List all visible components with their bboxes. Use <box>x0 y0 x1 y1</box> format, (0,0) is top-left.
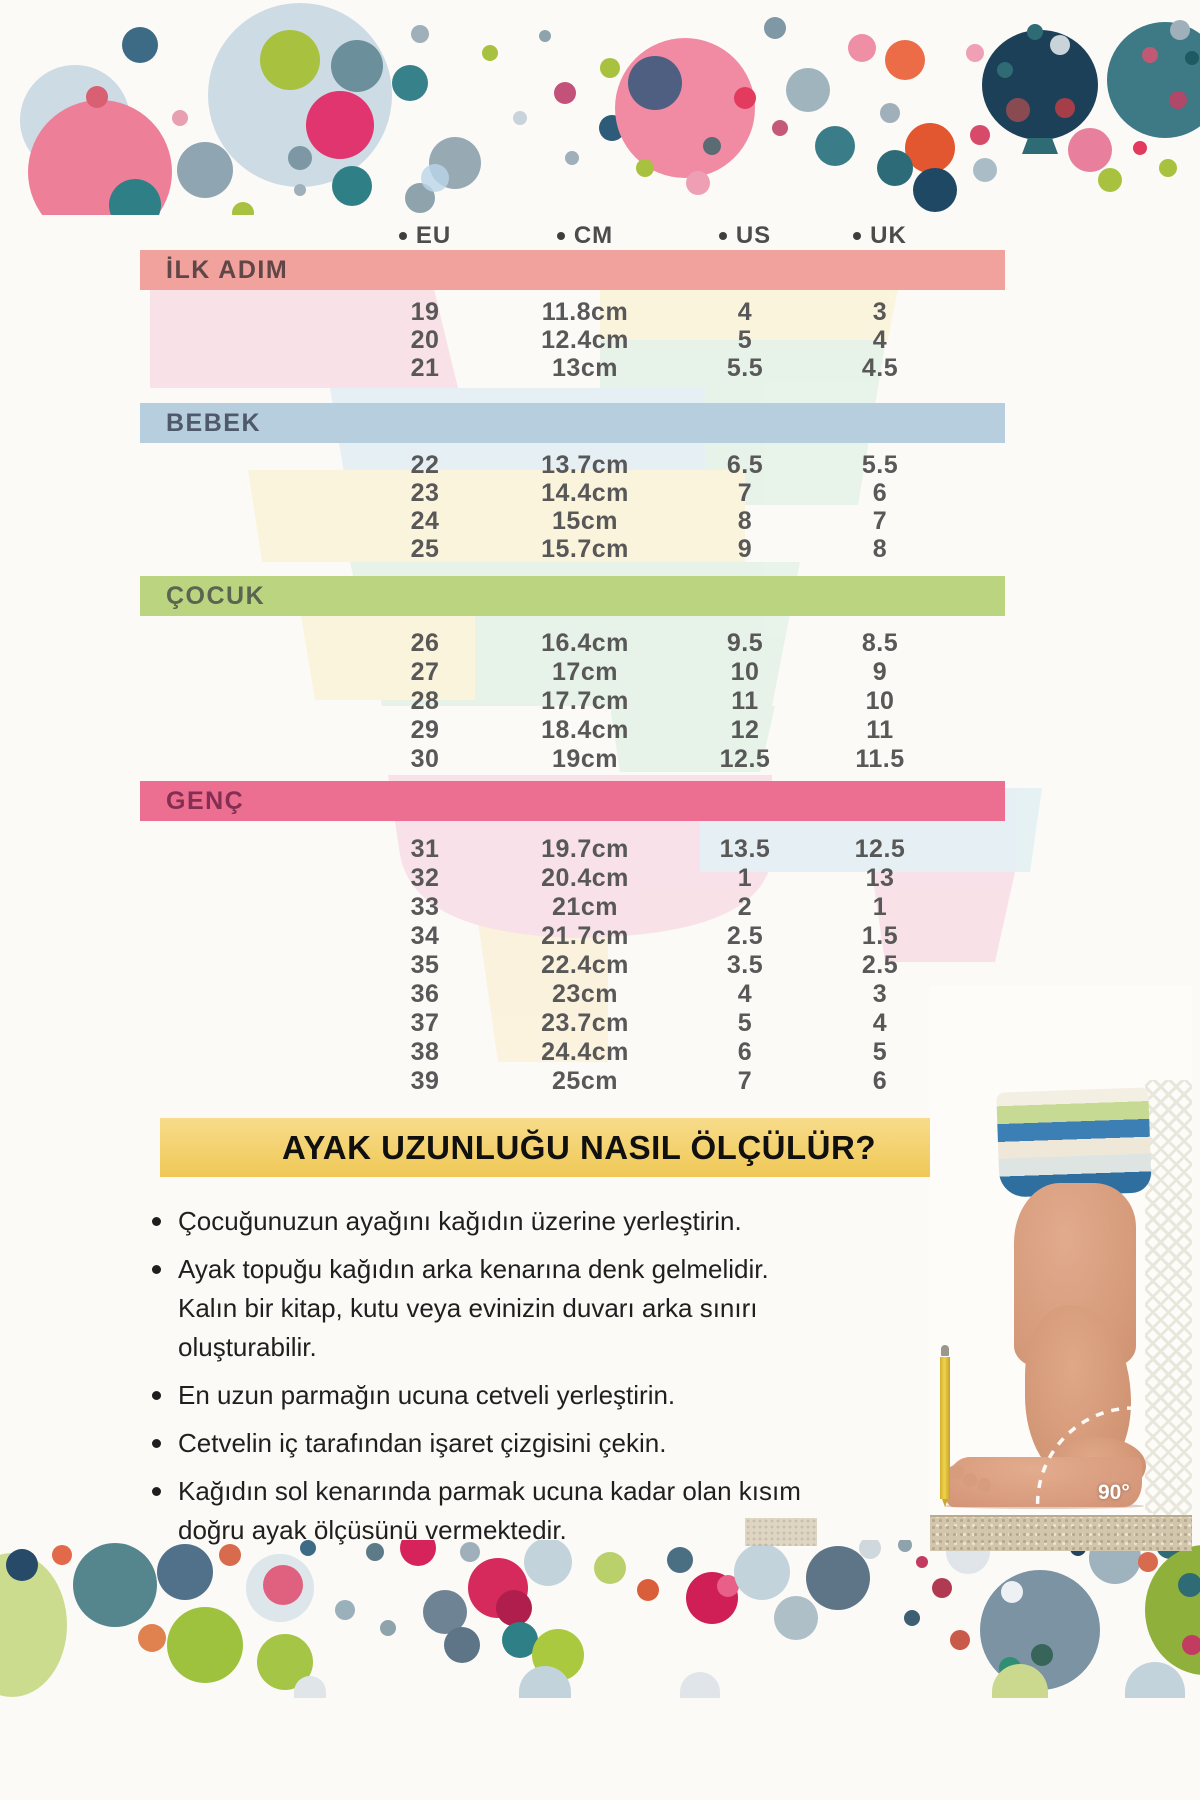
section-label: ÇOCUK <box>166 581 266 610</box>
section-rows <box>140 821 1005 1096</box>
size-cell: 27 <box>410 658 440 686</box>
size-cell: 38 <box>410 1038 440 1066</box>
size-row <box>140 507 1005 535</box>
size-row <box>140 716 1005 745</box>
size-cell: 2.5 <box>726 922 764 950</box>
size-cell: 23cm <box>552 980 618 1008</box>
size-cell: 4.5 <box>861 354 899 382</box>
size-cell: 22 <box>410 451 440 479</box>
size-cell: 3.5 <box>726 951 764 979</box>
size-cell: 17cm <box>552 658 618 686</box>
size-cell: 29 <box>410 716 440 744</box>
size-cell: 15.7cm <box>541 535 629 563</box>
size-cell: 21cm <box>552 893 618 921</box>
size-cell: 11.5 <box>855 745 905 773</box>
size-cell: 5.5 <box>726 354 764 382</box>
instruction-item <box>152 1472 812 1550</box>
size-cell: 10 <box>730 658 760 686</box>
measure-title: AYAK UZUNLUĞU NASIL ÖLÇÜLÜR? <box>282 1128 876 1166</box>
size-cell: 34 <box>410 922 440 950</box>
size-cell: 3 <box>872 980 888 1008</box>
size-cell: 9 <box>737 535 753 563</box>
angle-label: 90° <box>1098 1481 1130 1504</box>
size-cell: 23.7cm <box>541 1009 629 1037</box>
size-cell: 20.4cm <box>541 864 629 892</box>
size-row <box>140 951 1005 980</box>
section-bar <box>140 250 1005 290</box>
size-cell: 30 <box>410 745 440 773</box>
size-cell: 5 <box>737 326 753 354</box>
size-cell: 20 <box>410 326 440 354</box>
instruction-text: Kağıdın sol kenarında parmak ucuna kadar olan kısım doğru ayak ölçüsünü vermektedir. <box>178 1476 801 1545</box>
size-cell: 13.7cm <box>541 451 629 479</box>
size-cell: 26 <box>410 629 440 657</box>
section-rows <box>140 290 1005 403</box>
bullet-dot-icon <box>399 232 407 240</box>
size-cell: 19 <box>410 298 440 326</box>
column-header-cm: CM <box>500 222 670 250</box>
section-rows <box>140 443 1005 576</box>
size-cell: 1 <box>737 864 753 892</box>
size-row <box>140 629 1005 658</box>
bullet-dot-icon <box>152 1217 161 1226</box>
size-cell: 11 <box>866 716 894 744</box>
size-cell: 31 <box>410 835 440 863</box>
size-cell: 5 <box>872 1038 888 1066</box>
size-row <box>140 1067 1005 1096</box>
top-polka-dot-border <box>0 0 1200 215</box>
size-row <box>140 745 1005 774</box>
size-cell: 35 <box>410 951 440 979</box>
size-cell: 28 <box>410 687 440 715</box>
size-cell: 36 <box>410 980 440 1008</box>
size-cell: 39 <box>410 1067 440 1095</box>
size-cell: 6 <box>872 479 888 507</box>
size-cell: 12.5 <box>719 745 771 773</box>
measure-title-banner <box>160 1118 998 1177</box>
size-cell: 13.5 <box>719 835 771 863</box>
size-row <box>140 451 1005 479</box>
size-cell: 33 <box>410 893 440 921</box>
size-cell: 4 <box>737 298 753 326</box>
size-cell: 1.5 <box>861 922 899 950</box>
size-cell: 37 <box>410 1009 440 1037</box>
size-row <box>140 835 1005 864</box>
bullet-dot-icon <box>152 1487 161 1496</box>
size-cell: 16.4cm <box>541 629 629 657</box>
size-cell: 4 <box>872 326 888 354</box>
size-cell: 14.4cm <box>541 479 629 507</box>
size-cell: 10 <box>865 687 895 715</box>
size-row <box>140 980 1005 1009</box>
size-cell: 2.5 <box>861 951 899 979</box>
instruction-text: Ayak topuğu kağıdın arka kenarına denk gelmelidir. Kalın bir kitap, kutu veya evinizin duvarı arka sınırı oluşturabilir. <box>178 1254 769 1362</box>
size-row <box>140 1038 1005 1067</box>
size-cell: 17.7cm <box>541 687 629 715</box>
bullet-dot-icon <box>557 232 565 240</box>
bottom-polka-dot-border <box>0 1540 1200 1705</box>
size-cell: 9.5 <box>726 629 764 657</box>
size-row <box>140 893 1005 922</box>
column-headers <box>140 222 1005 250</box>
instructions-list <box>152 1202 812 1559</box>
section-label: İLK ADIM <box>166 255 289 284</box>
size-cell: 6 <box>737 1038 753 1066</box>
instruction-item <box>152 1376 812 1415</box>
size-chart <box>140 222 1005 1096</box>
size-cell: 23 <box>410 479 440 507</box>
size-cell: 8 <box>872 535 888 563</box>
size-row <box>140 922 1005 951</box>
instruction-item <box>152 1202 812 1241</box>
size-cell: 21 <box>410 354 440 382</box>
size-cell: 21.7cm <box>541 922 629 950</box>
size-cell: 24.4cm <box>541 1038 629 1066</box>
size-row <box>140 326 1005 354</box>
size-cell: 7 <box>737 479 753 507</box>
size-cell: 2 <box>737 893 753 921</box>
size-cell: 25cm <box>552 1067 618 1095</box>
bullet-dot-icon <box>152 1391 161 1400</box>
size-cell: 5 <box>737 1009 753 1037</box>
size-cell: 13cm <box>552 354 618 382</box>
size-cell: 12.5 <box>854 835 906 863</box>
instruction-text: Çocuğunuzun ayağını kağıdın üzerine yerleştirin. <box>178 1206 742 1236</box>
size-row <box>140 658 1005 687</box>
section-bar <box>140 781 1005 821</box>
size-row <box>140 298 1005 326</box>
bullet-dot-icon <box>152 1265 161 1274</box>
size-cell: 6 <box>872 1067 888 1095</box>
instruction-item <box>152 1424 812 1463</box>
carpet <box>930 1515 1192 1551</box>
size-cell: 24 <box>410 507 440 535</box>
section-bar <box>140 403 1005 443</box>
size-cell: 32 <box>410 864 440 892</box>
size-sections <box>140 250 1005 1096</box>
size-cell: 9 <box>872 658 888 686</box>
section-bar <box>140 576 1005 616</box>
bullet-dot-icon <box>853 232 861 240</box>
texture-patch <box>745 1518 817 1546</box>
size-cell: 12.4cm <box>541 326 629 354</box>
size-cell: 19.7cm <box>541 835 629 863</box>
size-cell: 8.5 <box>861 629 899 657</box>
size-cell: 5.5 <box>861 451 899 479</box>
size-row <box>140 864 1005 893</box>
column-header-eu: EU <box>350 222 500 250</box>
size-row <box>140 479 1005 507</box>
column-header-uk: UK <box>820 222 940 250</box>
size-cell: 4 <box>872 1009 888 1037</box>
size-cell: 19cm <box>552 745 618 773</box>
size-row <box>140 687 1005 716</box>
baby-foot-photo <box>930 985 1192 1551</box>
bullet-dot-icon <box>152 1439 161 1448</box>
size-cell: 1 <box>872 893 888 921</box>
size-row <box>140 1009 1005 1038</box>
angle-arc <box>930 985 1192 1551</box>
size-cell: 13 <box>865 864 895 892</box>
instruction-text: Cetvelin iç tarafından işaret çizgisini çekin. <box>178 1428 667 1458</box>
section-rows <box>140 616 1005 781</box>
section-label: GENÇ <box>166 786 245 815</box>
size-cell: 12 <box>730 716 760 744</box>
size-cell: 22.4cm <box>541 951 629 979</box>
size-cell: 11 <box>731 687 759 715</box>
size-cell: 8 <box>737 507 753 535</box>
size-cell: 7 <box>737 1067 753 1095</box>
bullet-dot-icon <box>719 232 727 240</box>
size-cell: 7 <box>872 507 888 535</box>
size-cell: 3 <box>872 298 888 326</box>
size-cell: 4 <box>737 980 753 1008</box>
size-cell: 25 <box>410 535 440 563</box>
size-row <box>140 535 1005 563</box>
column-header-us: US <box>670 222 820 250</box>
section-label: BEBEK <box>166 408 262 437</box>
size-cell: 6.5 <box>726 451 764 479</box>
size-cell: 18.4cm <box>541 716 629 744</box>
instruction-item <box>152 1250 812 1367</box>
instruction-text: En uzun parmağın ucuna cetveli yerleştirin. <box>178 1380 676 1410</box>
size-cell: 11.8cm <box>541 298 629 326</box>
size-cell: 15cm <box>552 507 618 535</box>
size-row <box>140 354 1005 382</box>
